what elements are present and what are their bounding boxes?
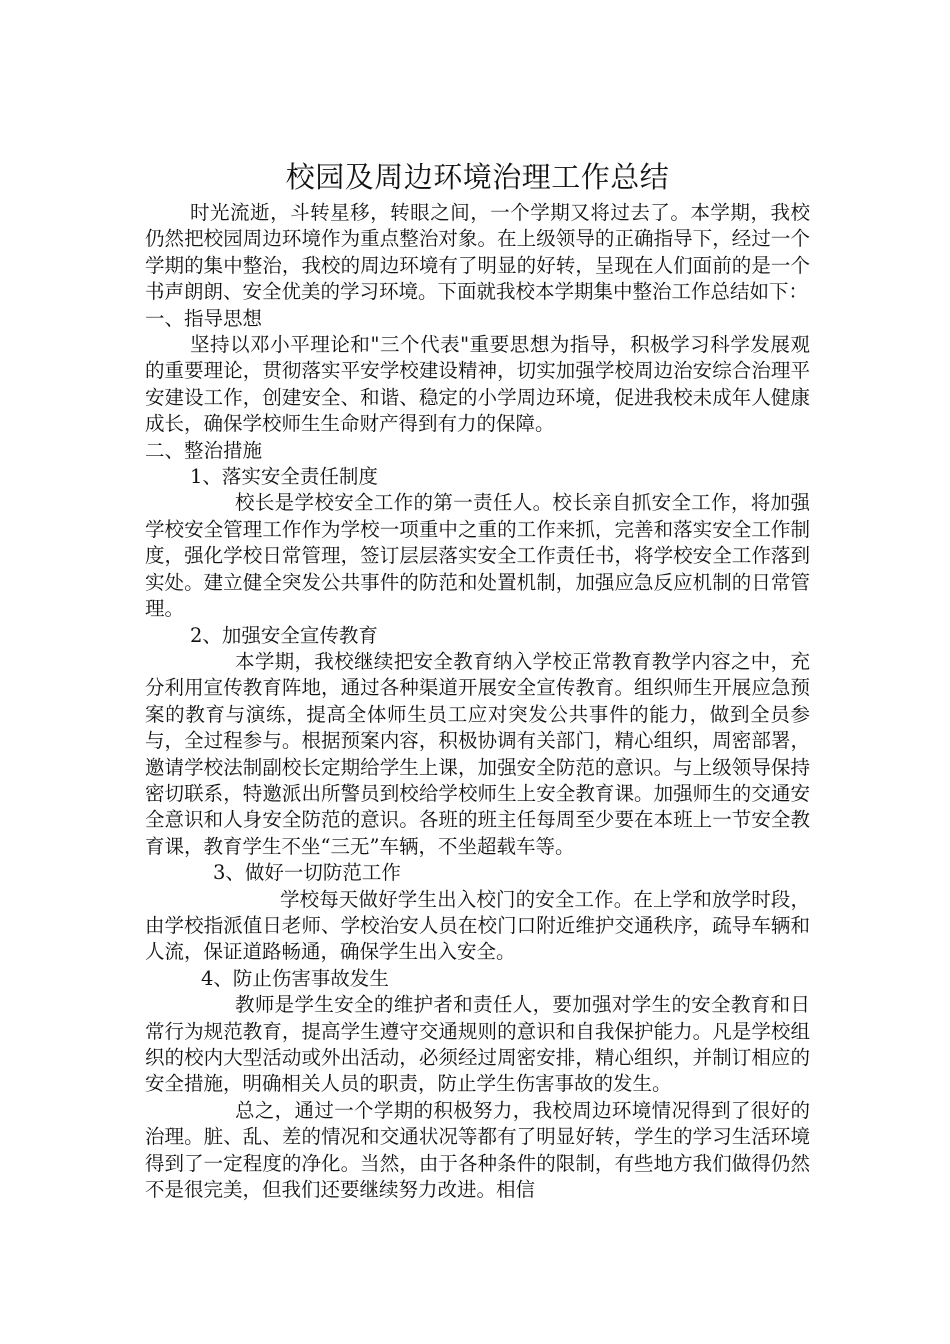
item-paragraph-accident: 教师是学生安全的维护者和责任人，要加强对学生的安全教育和日常行为规范教育，提高学生遵守交通规则的意识和自我保护能力。凡是学校组织的校内大型活动或外出活动，必须经过周密安排，精心组织，并制订相应的安全措施，明确相关人员的职责，防止学生伤害事故的发生。 — [145, 993, 810, 1096]
item-paragraph-responsibility: 校长是学校安全工作的第一责任人。校长亲自抓安全工作，将加强学校安全管理工作作为学校一项重中之重的工作来抓，完善和落实安全工作制度，强化学校日常管理，签订层层落实安全工作责任书，将学校安全工作落到实处。建立健全突发公共事件的防范和处置机制，加强应急反应机制的日常管理。 — [145, 491, 810, 621]
item-paragraph-education: 本学期，我校继续把安全教育纳入学校正常教育教学内容之中，充分利用宣传教育阵地，通过各种渠道开展安全宣传教育。组织师生开展应急预案的教育与演练，提高全体师生员工应对突发公共事件的能力，做到全员参与，全过程参与。根据预案内容，积极协调有关部门，精心组织，周密部署，邀请学校法制副校长定期给学生上课，加强安全防范的意识。与上级领导保持密切联系，特邀派出所警员到校给学校师生上安全教育课。加强师生的交通安全意识和人身安全防范的意识。各班的班主任每周至少要在本班上一节安全教育课，教育学生不坐“三无”车辆，不坐超载车等。 — [145, 649, 810, 858]
item-paragraph-prevention: 学校每天做好学生出入校门的安全工作。在上学和放学时段，由学校指派值日老师、学校治安人员在校门口附近维护交通秩序，疏导车辆和人流，保证道路畅通，确保学生出入安全。 — [145, 887, 810, 964]
document-body — [145, 154, 810, 1203]
item-heading-education: 2、加强安全宣传教育 — [190, 623, 378, 647]
section-heading-measures: 二、整治措施 — [145, 438, 263, 462]
item-heading-accident: 4、防止伤害事故发生 — [201, 966, 389, 990]
section-heading-guiding-ideology: 一、指导思想 — [145, 306, 263, 330]
intro-paragraph: 时光流逝，斗转星移，转眼之间，一个学期又将过去了。本学期，我校仍然把校园周边环境作为重点整治对象。在上级领导的正确指导下，经过一个学期的集中整治，我校的周边环境有了明显的好转，呈现在人们面前的是一个书声朗朗、安全优美的学习环境。下面就我校本学期集中整治工作总结如下： — [145, 201, 810, 304]
item-heading-responsibility: 1、落实安全责任制度 — [190, 465, 378, 489]
item-heading-prevention: 3、做好一切防范工作 — [213, 861, 401, 885]
section-paragraph-guiding-ideology: 坚持以邓小平理论和"三个代表"重要思想为指导，积极学习科学发展观的重要理论，贯彻落实平安学校建设精神，切实加强学校周边治安综合治理平安建设工作，创建安全、和谐、稳定的小学周边环境，促进我校未成年人健康成长，确保学校师生生命财产得到有力的保障。 — [145, 333, 810, 436]
document-title: 校园及周边环境治理工作总结 — [285, 160, 670, 194]
conclusion-paragraph: 总之，通过一个学期的积极努力，我校周边环境情况得到了很好的治理。脏、乱、差的情况和交通状况等都有了明显好转，学生的学习生活环境得到了一定程度的净化。当然，由于各种条件的限制，有些地方我们做得仍然不是很完美，但我们还要继续努力改进。相信 — [145, 1098, 810, 1202]
